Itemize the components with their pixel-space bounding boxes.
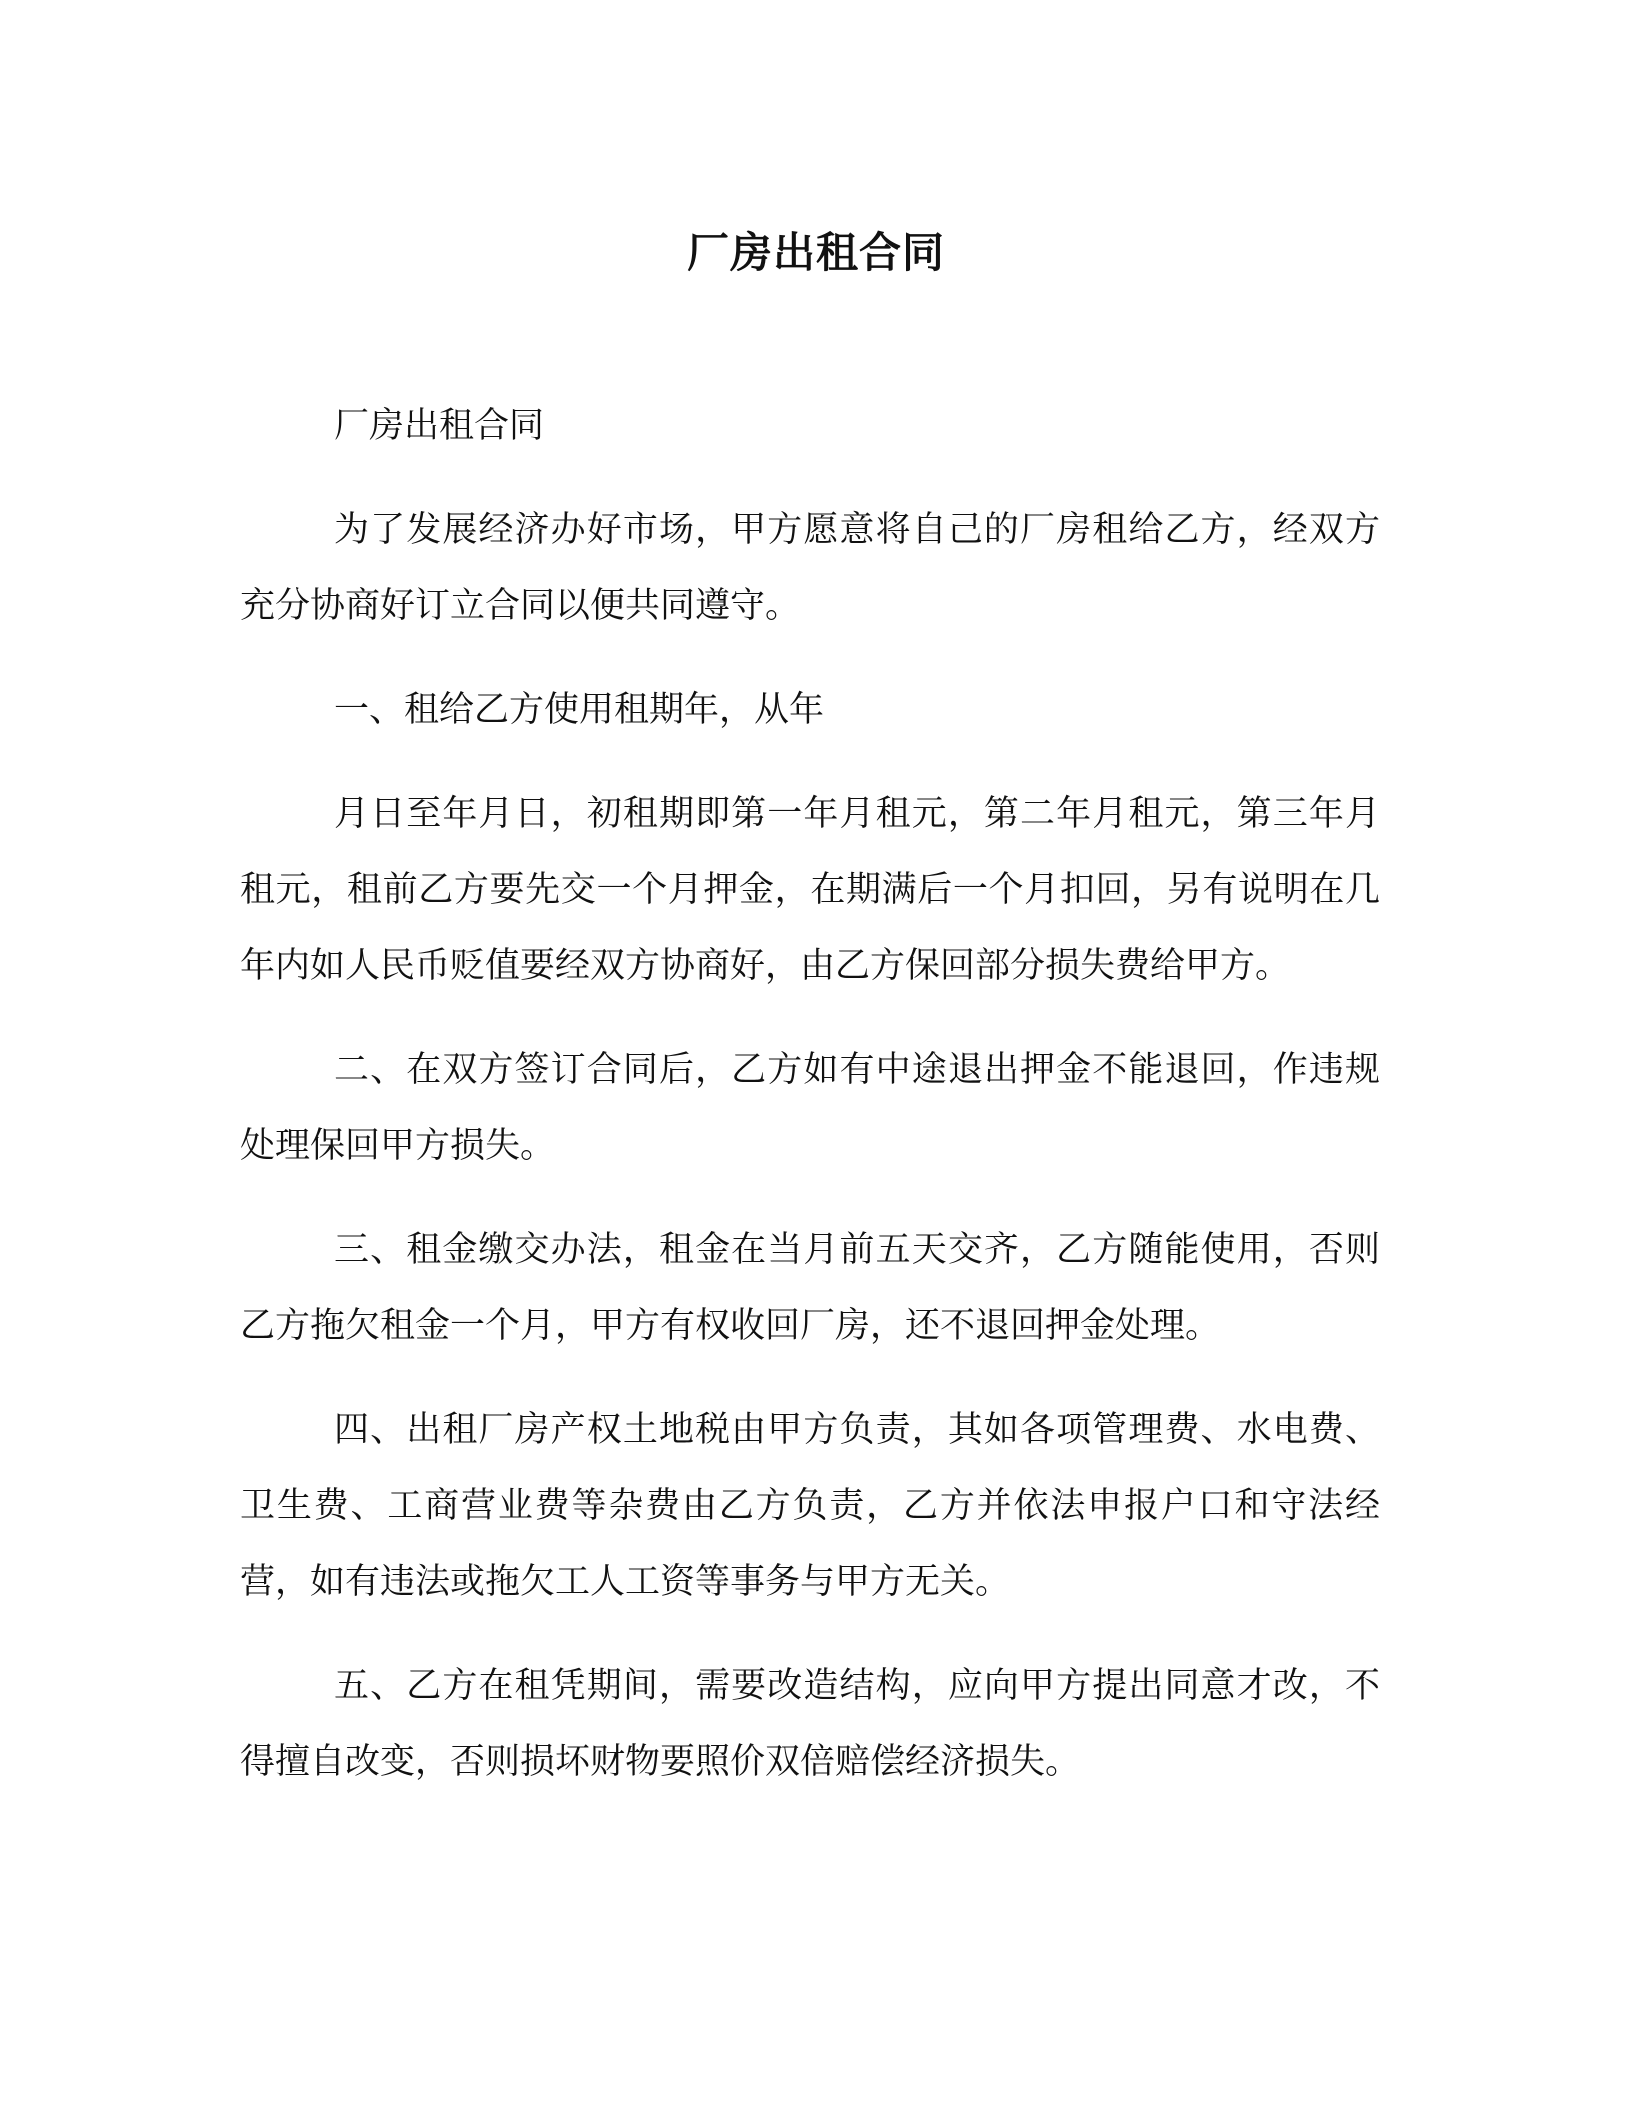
- paragraph-clause-3: 三、租金缴交办法，租金在当月前五天交齐，乙方随能使用，否则乙方拖欠租金一个月，甲方有权收回厂房，还不退回押金处理。: [240, 1230, 1380, 1346]
- paragraph-clause-1: 一、租给乙方使用租期年，从年: [334, 690, 825, 730]
- paragraph-clause-5: 五、乙方在租凭期间，需要改造结构，应向甲方提出同意才改，不得擅自改变，否则损坏财物要照价双倍赔偿经济损失。: [240, 1666, 1380, 1782]
- document-title: 厂房出租合同: [686, 228, 945, 277]
- document-body: [240, 388, 1380, 1828]
- paragraph-intro: 为了发展经济办好市场，甲方愿意将自己的厂房租给乙方，经双方充分协商好订立合同以便共同遵守。: [240, 510, 1380, 626]
- paragraph-clause-2: 二、在双方签订合同后，乙方如有中途退出押金不能退回，作违规处理保回甲方损失。: [240, 1050, 1380, 1166]
- paragraph-clause-4: 四、出租厂房产权土地税由甲方负责，其如各项管理费、水电费、卫生费、工商营业费等杂费由乙方负责，乙方并依法申报户口和守法经营，如有违法或拖欠工人工资等事务与甲方无关。: [240, 1410, 1380, 1602]
- paragraph-subtitle: 厂房出租合同: [334, 406, 545, 446]
- paragraph-clause-1-continued: 月日至年月日，初租期即第一年月租元，第二年月租元，第三年月租元，租前乙方要先交一个月押金，在期满后一个月扣回，另有说明在几年内如人民币贬值要经双方协商好，由乙方保回部分损失费给甲方。: [240, 794, 1380, 986]
